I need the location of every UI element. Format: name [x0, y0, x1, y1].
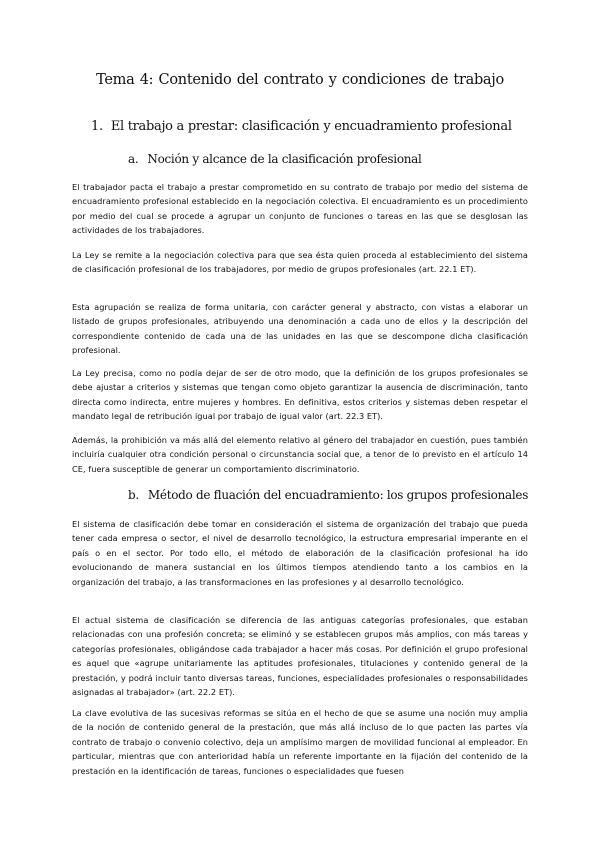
subsection-b-letter: b.	[128, 488, 139, 502]
paragraph: El sistema de clasificación debe tomar en consideración el sistema de organización del trabajo que pueda tener cada empresa o sector, el nivel de desarrollo tecnológico, la estructura empresarial imperante en el país o en el sector. Por todo ello, el método de elaboración de la clasificación profesional ha ido evolucionando de manera sustancial en los últimos tiempos atendiendo tanto a los cambios en la organización del trabajo, a las transformaciones en las profesiones y al desarrollo tecnológico.	[72, 519, 528, 587]
subsection-b-text: Método de fluación del encuadramiento: los grupos profesionales	[147, 488, 529, 502]
paragraph: La clave evolutiva de las sucesivas reformas se sitúa en el hecho de que se asume una noción muy amplia de la noción de contenido general de la prestación, que más allá incluso de lo que pacten las partes vía contrato de trabajo o convenio colectivo, deja un amplísimo margen de movilidad funcional al empleador. En particular, mientras que con anterioridad había un referente importante en la fijación del contenido de la prestación en la identificación de tareas, funciones o especialidades que fuesen	[72, 708, 528, 776]
paragraph: La Ley se remite a la negociación colectiva para que sea ésta quien proceda al establecimiento del sistema de clasificación profesional de los trabajadores, por medio de grupos profesionales (art. 22.1 ET).	[72, 250, 528, 275]
paragraph: Además, la prohibición va más allá del elemento relativo al género del trabajador en cuestión, pues también incluiría cualquier otra condición personal o circunstancia social que, a tenor de lo previsto en el artículo 14 CE, fuera susceptible de generar un comportamiento discriminatorio.	[72, 435, 528, 474]
section-1-number: 1.	[91, 119, 103, 134]
paragraph: El trabajador pacta el trabajo a prestar comprometido en su contrato de trabajo por medio del sistema de encuadramiento profesional establecido en la negociación colectiva. El encuadramiento es un procedimiento por medio del cual se procede a agrupar un conjunto de funciones o tareas en las que se desglosan las actividades de los trabajadores.	[72, 182, 528, 236]
subsection-a-letter: a.	[128, 152, 139, 166]
document-title: Tema 4: Contenido del contrato y condiciones de trabajo	[96, 72, 504, 88]
section-1-text: El trabajo a prestar: clasificación y encuadramiento profesional	[110, 119, 512, 134]
paragraph: El actual sistema de clasificación se diferencia de las antiguas categorías profesionales, que estaban relacionadas con una profesión concreta; se eliminó y se establecen grupos más amplios, con más tareas y categorías profesionales, obligándose cada trabajador a hacer más cosas. Por definición el grupo profesional es aquel que «agrupe unitariamente las aptitudes profesionales, titulaciones y contenido general de la prestación, y podrá incluir tanto diversas tareas, funciones, especialidades profesionales o responsabilidades asignadas al trabajador» (art. 22.2 ET).	[72, 615, 528, 698]
subsection-b-heading	[128, 488, 528, 502]
section-1-heading	[91, 119, 512, 134]
subsection-a-text: Noción y alcance de la clasificación profesional	[147, 152, 422, 166]
paragraph: Esta agrupación se realiza de forma unitaria, con carácter general y abstracto, con vistas a elaborar un listado de grupos profesionales, atribuyendo una denominación a cada uno de ellos y la descripción del correspondiente contenido de cada una de las unidades en las que se descompone dicha clasificación profesional.	[72, 302, 528, 356]
subsection-a-heading	[128, 152, 422, 166]
paragraph: La Ley precisa, como no podía dejar de ser de otro modo, que la definición de los grupos profesionales se debe ajustar a criterios y sistemas que tengan como objeto garantizar la ausencia de discriminación, tanto directa como indirecta, entre mujeres y hombres. En definitiva, estos criterios y sistemas deben respetar el mandato legal de retribución igual por trabajo de igual valor (art. 22.3 ET).	[72, 368, 528, 422]
